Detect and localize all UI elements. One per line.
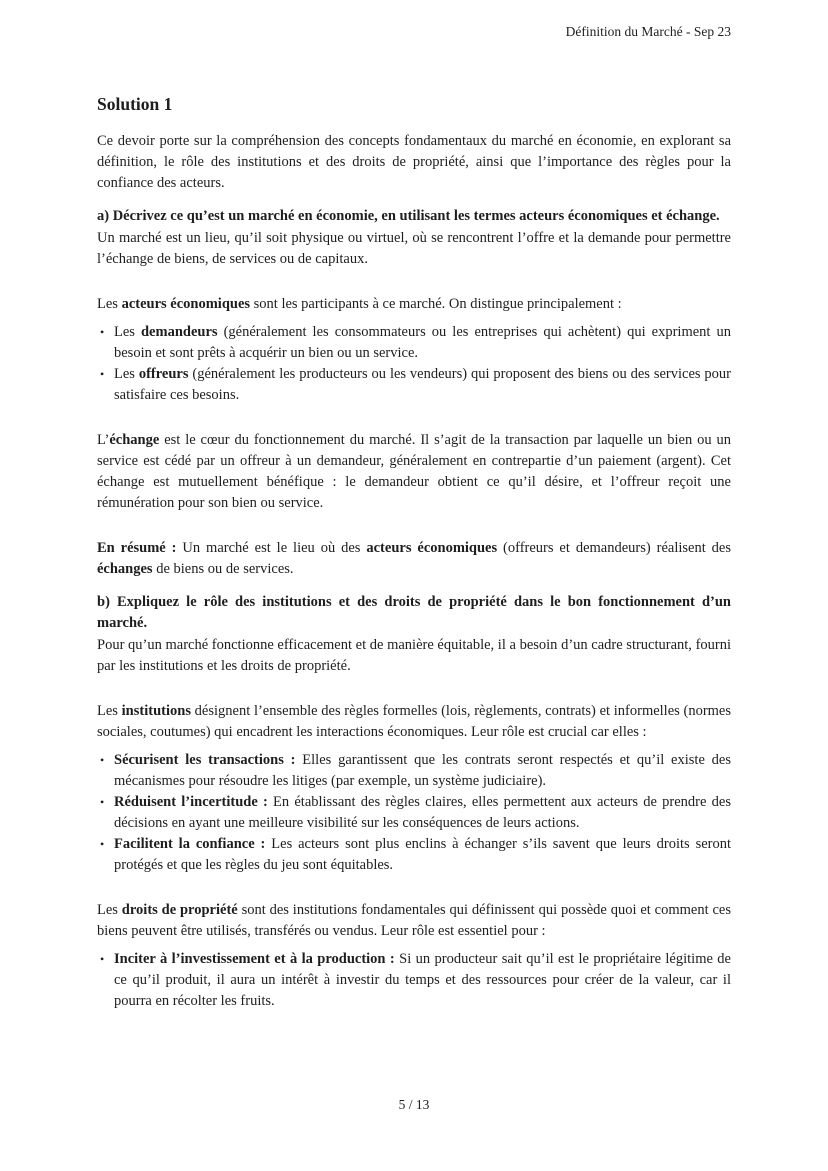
bold-text-run: demandeurs bbox=[140, 324, 218, 340]
text-run: Ce devoir porte sur la compréhension des concepts fondamentaux du marché en économie, en explorant sa définition, le rôle des institutions et des droits de propriété, ainsi que l’importance des règles pour la confiance des acteurs. bbox=[97, 133, 731, 191]
text-run: Si un producteur sait qu’il est le propriétaire légitime de ce qu’il produit, il aura un intérêt à investir du temps et des ressources pour créer de la valeur, car il pourra en récolter les fruits. bbox=[114, 951, 731, 1009]
page-header bbox=[97, 24, 731, 40]
text-run: L’ bbox=[97, 432, 110, 448]
paragraph bbox=[97, 538, 731, 580]
text-run: Les acteurs sont plus enclins à échanger s’ils savent que leurs droits seront protégés et que les règles du jeu sont équitables. bbox=[114, 836, 732, 873]
text-run: (généralement les producteurs ou les vendeurs) qui proposent des biens ou des services pour satisfaire ces besoins. bbox=[114, 366, 731, 403]
bold-text-run: Inciter à l’investissement et à la production : bbox=[114, 951, 395, 967]
header-title: Définition du Marché - Sep 23 bbox=[565, 24, 731, 39]
text-run: (offreurs et demandeurs) réalisent des bbox=[497, 540, 731, 556]
paragraph bbox=[97, 900, 731, 942]
solution-title: Solution 1 bbox=[97, 94, 173, 114]
bold-text-run: droits de propriété bbox=[121, 902, 238, 918]
bold-text-run: offreurs bbox=[138, 366, 189, 382]
question-heading bbox=[97, 206, 731, 227]
list-item bbox=[100, 834, 731, 876]
text-run: désignent l’ensemble des règles formelles (lois, règlements, contrats) et informelles (normes sociales, coutumes) qui encadrent les interactions économiques. Leur rôle est crucial car elles : bbox=[97, 703, 732, 740]
bold-text-run: Sécurisent les transactions : bbox=[114, 752, 296, 768]
bold-text-run: b) Expliquez le rôle des institutions et des droits de propriété dans le bon fonctionnement d’un marché. bbox=[97, 594, 731, 631]
bold-text-run: institutions bbox=[121, 703, 191, 719]
text-run: est le cœur du fonctionnement du marché. Il s’agit de la transaction par laquelle un bien ou un service est cédé par un offreur à un demandeur, généralement en contrepartie d’un paiement (argent). Cet échange est mutuellement bénéfique : le demandeur obtient ce qu’il désire, et l’offreur reçoit une rémunération pour son bien ou service. bbox=[97, 432, 731, 511]
text-run: sont des institutions fondamentales qui définissent qui possède quoi et comment ces biens peuvent être utilisés, transférés ou vendus. Leur rôle est essentiel pour : bbox=[97, 902, 731, 939]
bold-text-run: acteurs économiques bbox=[366, 540, 498, 556]
page-number: 5 / 13 bbox=[398, 1097, 430, 1112]
paragraph bbox=[97, 635, 731, 677]
paragraph bbox=[97, 228, 731, 270]
list-item bbox=[100, 949, 731, 1012]
bold-text-run: a) Décrivez ce qu’est un marché en économie, en utilisant les termes acteurs économiques et échange. bbox=[97, 208, 720, 224]
text-run: Un marché est un lieu, qu’il soit physique ou virtuel, où se rencontrent l’offre et la demande pour permettre l’échange de biens, de services ou de capitaux. bbox=[97, 230, 731, 267]
text-run: Elles garantissent que les contrats seront respectés et qu’il existe des mécanismes pour résoudre les litiges (par exemple, un système judiciaire). bbox=[114, 752, 732, 789]
paragraph bbox=[97, 131, 731, 194]
bold-text-run: acteurs économiques bbox=[121, 296, 251, 312]
bold-text-run: échange bbox=[109, 432, 160, 448]
bold-text-run: En résumé : bbox=[97, 540, 177, 556]
paragraph bbox=[97, 701, 731, 743]
text-run: sont les participants à ce marché. On distingue principalement : bbox=[250, 296, 622, 312]
text-run: Un marché est le lieu où des bbox=[176, 540, 367, 556]
bullet-list bbox=[97, 322, 731, 406]
text-run: En établissant des règles claires, elles permettent aux acteurs de prendre des décisions en ayant une meilleure visibilité sur les conséquences de leurs actions. bbox=[114, 794, 731, 831]
text-run: (généralement les consommateurs ou les entreprises qui achètent) qui expriment un besoin et sont prêts à acquérir un bien ou un service. bbox=[114, 324, 731, 361]
page-footer bbox=[0, 1096, 828, 1113]
bold-text-run: Réduisent l’incertitude : bbox=[114, 794, 268, 810]
list-item bbox=[100, 792, 731, 834]
text-run: Pour qu’un marché fonctionne efficacement et de manière équitable, il a besoin d’un cadre structurant, fourni par les institutions et les droits de propriété. bbox=[97, 637, 731, 674]
list-item bbox=[100, 364, 731, 406]
text-run: Les bbox=[114, 366, 139, 382]
text-run: Les bbox=[114, 324, 141, 340]
document-blocks bbox=[97, 131, 731, 1012]
bold-text-run: Facilitent la confiance : bbox=[114, 836, 266, 852]
paragraph bbox=[97, 430, 731, 514]
bullet-list bbox=[97, 949, 731, 1012]
text-run: Les bbox=[97, 902, 122, 918]
bold-text-run: échanges bbox=[97, 561, 153, 577]
list-item bbox=[100, 750, 731, 792]
text-run: de biens ou de services. bbox=[152, 561, 294, 577]
document-content bbox=[97, 93, 731, 1012]
text-run: Les bbox=[97, 296, 122, 312]
paragraph bbox=[97, 294, 731, 315]
bullet-list bbox=[97, 750, 731, 876]
list-item bbox=[100, 322, 731, 364]
question-heading bbox=[97, 592, 731, 634]
text-run: Les bbox=[97, 703, 122, 719]
